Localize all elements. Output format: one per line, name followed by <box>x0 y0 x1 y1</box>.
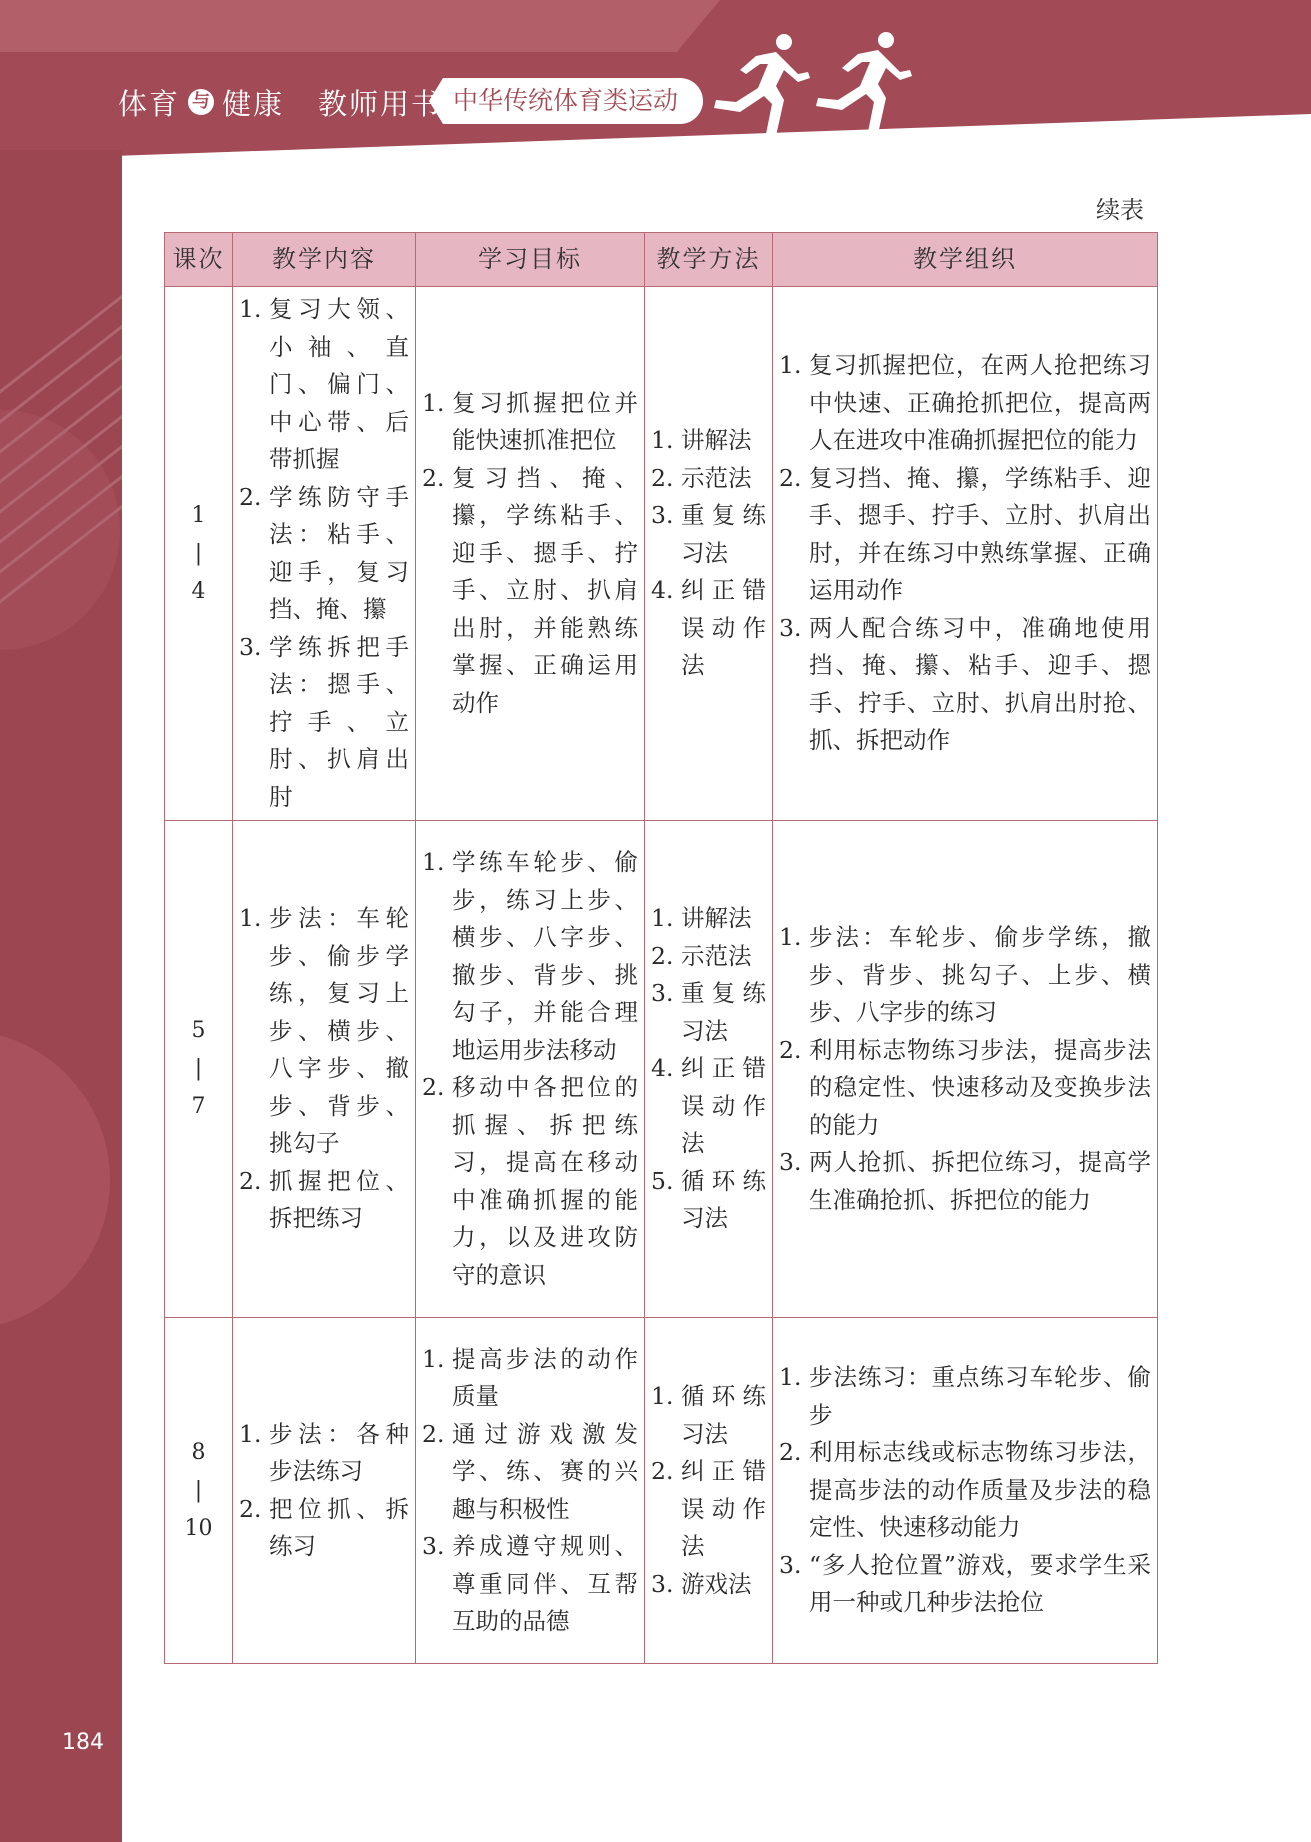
lesson-number-cell <box>165 821 233 1318</box>
lesson-number-part: 4 <box>191 578 206 604</box>
list-item <box>779 1434 1151 1547</box>
goals-list <box>422 385 638 723</box>
list-item <box>651 460 766 498</box>
list-item <box>651 1453 766 1566</box>
table-row <box>165 287 1158 821</box>
content-cell <box>233 1318 416 1664</box>
list-item <box>651 1163 766 1238</box>
book-title <box>118 80 442 124</box>
content-list <box>239 291 409 816</box>
item-text: 循环练习法 <box>681 1382 766 1448</box>
content-cell <box>233 821 416 1318</box>
side-band <box>0 150 122 1842</box>
item-text: 学练防守手法：粘手、迎手，复习挡、掩、攥 <box>269 482 409 623</box>
column-header-methods: 教学方法 <box>645 233 773 287</box>
list-item <box>779 1547 1151 1622</box>
side-decoration <box>0 1030 110 1330</box>
item-number: 2. <box>651 463 674 492</box>
item-number: 3. <box>422 1532 445 1560</box>
lesson-number-part: 8 <box>191 1439 206 1465</box>
continued-table-label: 续表 <box>1096 196 1144 224</box>
lesson-plan-table <box>164 232 1158 1664</box>
lesson-number-cell <box>165 1318 233 1664</box>
table-row <box>165 1318 1158 1664</box>
item-number: 4. <box>651 576 674 605</box>
item-text: 利用标志物练习步法，提高步法的稳定性、快速移动及变换步法的能力 <box>809 1035 1151 1139</box>
list-item <box>239 900 409 1163</box>
item-text: 两人配合练习中，准确地使用挡、掩、攥、粘手、迎手、摁手、拧手、立肘、扒肩出肘抢、抓、拆把动作 <box>809 613 1151 755</box>
list-item <box>239 629 409 817</box>
list-item <box>422 460 638 723</box>
subject-right: 健康 <box>222 86 285 121</box>
organization-cell <box>773 287 1158 821</box>
item-number: 1. <box>651 426 674 455</box>
list-item <box>779 347 1151 460</box>
item-number: 3. <box>239 632 262 661</box>
item-number: 1. <box>239 295 262 323</box>
item-text: “多人抢位置”游戏，要求学生采用一种或几种步法抢位 <box>809 1550 1151 1617</box>
item-number: 2. <box>651 1457 674 1485</box>
item-text: 复习挡、掩、攥，学练粘手、迎手、摁手、拧手、立肘、扒肩出肘，并能熟练掌握、正确运用动作 <box>452 463 638 717</box>
item-text: 把位抓、拆练习 <box>269 1494 409 1560</box>
and-badge: 与 <box>188 89 214 115</box>
item-text: 养成遵守规则、尊重同伴、互帮互助的品德 <box>452 1532 638 1635</box>
item-text: 复习大领、小袖、直门、偏门、中心带、后带抓握 <box>269 295 409 473</box>
list-item <box>422 1069 638 1294</box>
list-item <box>422 385 638 460</box>
lesson-number-part: | <box>194 540 203 566</box>
subject-left: 体育 <box>118 86 181 121</box>
column-header-content: 教学内容 <box>233 233 416 287</box>
list-item <box>422 844 638 1069</box>
content-list <box>239 900 409 1238</box>
item-number: 1. <box>779 923 802 951</box>
lesson-number-part: 5 <box>191 1018 206 1043</box>
item-text: 学练拆把手法：摁手、拧手、立肘、扒肩出肘 <box>269 632 409 811</box>
list-item <box>779 919 1151 1032</box>
list-item <box>651 1378 766 1453</box>
item-text: 通过游戏激发学、练、赛的兴趣与积极性 <box>452 1419 638 1523</box>
goals-cell <box>416 287 645 821</box>
goals-list <box>422 844 638 1294</box>
item-number: 1. <box>779 1363 802 1392</box>
methods-cell <box>645 287 773 821</box>
item-number: 2. <box>651 941 674 970</box>
item-number: 2. <box>422 1073 445 1101</box>
list-item <box>779 1359 1151 1434</box>
item-text: 纠正错误动作法 <box>681 576 766 680</box>
item-text: 复习抓握把位，在两人抢把练习中快速、正确抢抓把位，提高两人在进攻中准确抓握把位的能力 <box>809 351 1151 455</box>
item-text: 学练车轮步、偷步，练习上步、横步、八字步、撤步、背步、挑勾子，并能合理地运用步法移动 <box>452 848 638 1064</box>
goals-cell <box>416 1318 645 1664</box>
list-item <box>779 460 1151 610</box>
methods-list <box>651 1378 766 1603</box>
organization-list <box>779 347 1151 760</box>
side-decoration <box>0 410 120 650</box>
lesson-number-part: | <box>194 1477 203 1503</box>
lesson-number-part: 10 <box>184 1515 213 1541</box>
item-text: 步法练习：重点练习车轮步、偷步 <box>809 1363 1151 1429</box>
item-number: 5. <box>651 1166 674 1195</box>
lesson-number-part: 7 <box>191 1094 206 1119</box>
list-item <box>239 1491 409 1566</box>
item-number: 3. <box>779 613 802 642</box>
item-number: 3. <box>651 501 674 530</box>
item-number: 1. <box>422 1344 445 1373</box>
methods-list <box>651 900 766 1238</box>
item-number: 3. <box>651 1569 674 1598</box>
list-item <box>779 1032 1151 1145</box>
goals-list <box>422 1341 638 1641</box>
item-text: 讲解法 <box>681 426 752 455</box>
list-item <box>239 1416 409 1491</box>
list-item <box>651 900 766 938</box>
runner-icon <box>714 34 810 136</box>
column-header-lesson: 课次 <box>165 233 233 287</box>
item-number: 1. <box>651 1382 674 1410</box>
item-text: 步法：各种步法练习 <box>269 1419 409 1485</box>
methods-list <box>651 422 766 685</box>
list-item <box>651 975 766 1050</box>
item-number: 2. <box>779 1438 802 1467</box>
list-item <box>239 1163 409 1238</box>
runners-graphic <box>706 30 916 140</box>
item-text: 示范法 <box>681 463 752 492</box>
item-text: 游戏法 <box>681 1569 752 1598</box>
table-header-row <box>165 233 1158 287</box>
methods-cell <box>645 821 773 1318</box>
list-item <box>422 1528 638 1641</box>
item-text: 讲解法 <box>681 904 752 933</box>
item-number: 1. <box>239 1419 262 1448</box>
list-item <box>651 938 766 976</box>
item-text: 纠正错误动作法 <box>681 1054 766 1158</box>
item-text: 纠正错误动作法 <box>681 1457 766 1560</box>
item-text: 提高步法的动作质量 <box>452 1344 638 1410</box>
item-number: 2. <box>239 1494 262 1523</box>
item-text: 示范法 <box>681 941 752 970</box>
list-item <box>422 1416 638 1529</box>
methods-cell <box>645 1318 773 1664</box>
organization-list <box>779 1359 1151 1622</box>
item-number: 1. <box>779 351 802 380</box>
runner-icon <box>816 32 912 134</box>
item-text: 利用标志线或标志物练习步法，提高步法的动作质量及步法的稳定性、快速移动能力 <box>809 1438 1151 1542</box>
side-stripe <box>0 240 122 402</box>
item-text: 步法：车轮步、偷步学练，复习上步、横步、八字步、撤步、背步、挑勾子 <box>269 904 409 1158</box>
page-number: 184 <box>62 1730 104 1755</box>
item-text: 两人抢抓、拆把位练习，提高学生准确抢抓、拆把位的能力 <box>809 1148 1151 1214</box>
table-row <box>165 821 1158 1318</box>
section-title: 中华传统体育类运动 <box>443 78 703 124</box>
column-header-organization: 教学组织 <box>773 233 1158 287</box>
item-text: 循环练习法 <box>681 1166 766 1233</box>
item-number: 3. <box>651 979 674 1008</box>
item-text: 复习抓握把位并能快速抓准把位 <box>452 388 638 455</box>
item-number: 3. <box>779 1148 802 1176</box>
organization-cell <box>773 821 1158 1318</box>
item-text: 移动中各把位的抓握、拆把练习，提高在移动中准确抓握的能力，以及进攻防守的意识 <box>452 1073 638 1289</box>
organization-cell <box>773 1318 1158 1664</box>
item-number: 2. <box>422 463 445 492</box>
item-text: 抓握把位、拆把练习 <box>269 1166 409 1233</box>
item-text: 重复练习法 <box>681 979 766 1045</box>
lesson-number-part: 1 <box>191 502 206 528</box>
item-number: 2. <box>422 1419 445 1448</box>
item-number: 1. <box>239 904 262 933</box>
item-number: 2. <box>239 1166 262 1195</box>
book-type: 教师用书 <box>318 86 443 121</box>
list-item <box>239 479 409 629</box>
item-text: 步法：车轮步、偷步学练，撤步、背步、挑勾子、上步、横步、八字步的练习 <box>809 923 1151 1026</box>
item-number: 4. <box>651 1054 674 1083</box>
item-text: 复习挡、掩、攥，学练粘手、迎手、摁手、拧手、立肘、扒肩出肘，并在练习中熟练掌握、正确运用动作 <box>809 463 1151 605</box>
list-item <box>651 1566 766 1604</box>
lesson-number-cell <box>165 287 233 821</box>
list-item <box>651 1050 766 1163</box>
item-number: 2. <box>239 482 262 511</box>
list-item <box>422 1341 638 1416</box>
goals-cell <box>416 821 645 1318</box>
list-item <box>651 572 766 685</box>
list-item <box>651 422 766 460</box>
list-item <box>779 610 1151 760</box>
content-list <box>239 1416 409 1566</box>
item-number: 1. <box>422 388 445 417</box>
organization-list <box>779 919 1151 1219</box>
list-item <box>779 1144 1151 1219</box>
item-number: 2. <box>779 463 802 492</box>
column-header-goals: 学习目标 <box>416 233 645 287</box>
list-item <box>651 497 766 572</box>
side-stripe <box>0 270 122 432</box>
item-text: 重复练习法 <box>681 501 766 567</box>
list-item <box>239 291 409 479</box>
item-number: 1. <box>422 848 445 876</box>
item-number: 1. <box>651 904 674 933</box>
header-stripe <box>0 0 720 52</box>
item-number: 2. <box>779 1035 802 1064</box>
lesson-number-part: | <box>194 1056 203 1081</box>
item-number: 3. <box>779 1550 802 1579</box>
content-cell <box>233 287 416 821</box>
